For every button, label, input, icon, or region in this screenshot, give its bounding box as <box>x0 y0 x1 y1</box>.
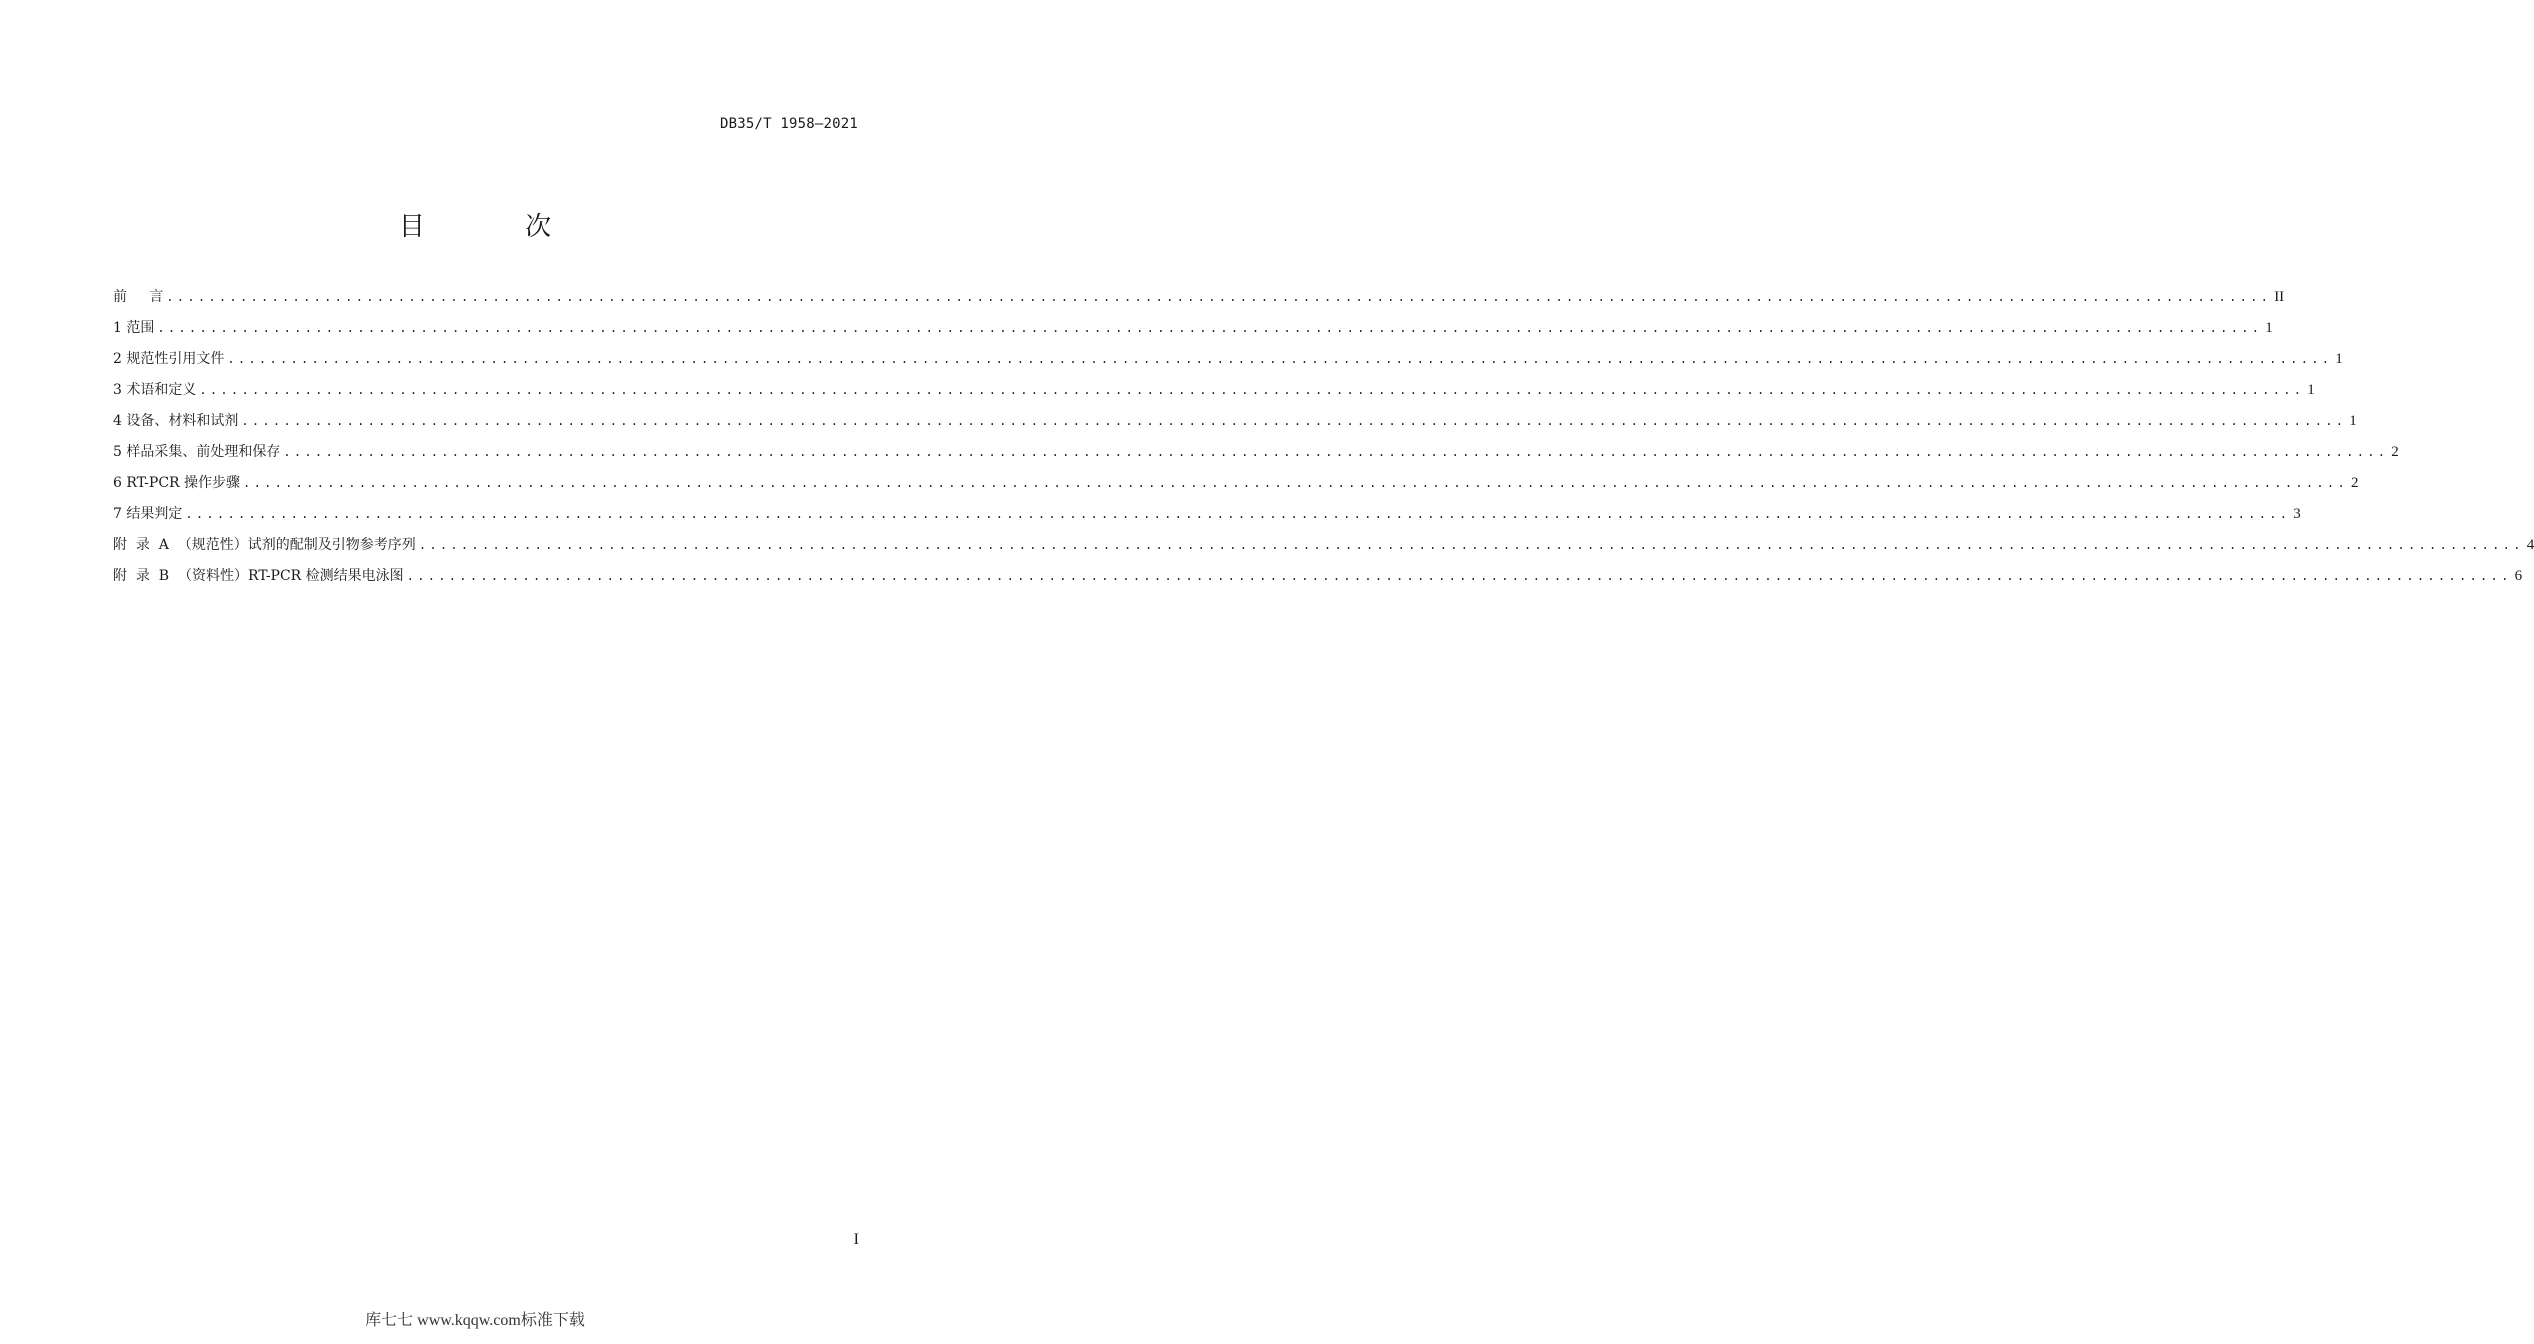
toc-entry-appendix-b[interactable] <box>113 561 2523 592</box>
table-of-contents <box>113 282 2534 592</box>
toc-dot-leader: ........................................................................................................................................................................................................ <box>166 290 2272 304</box>
toc-entry-page: 3 <box>2293 506 2301 522</box>
toc-entry-scope[interactable] <box>113 313 2273 344</box>
toc-entry-label: 4 设备、材料和试剂 <box>113 413 239 429</box>
toc-dot-leader: ........................................................................................................................................................................................................ <box>227 352 2333 366</box>
toc-entry-label: 附 录 A （规范性）试剂的配制及引物参考序列 <box>113 537 416 553</box>
toc-entry-label: 前 言 <box>113 289 164 305</box>
toc-entry-sampling[interactable] <box>113 437 2399 468</box>
toc-entry-label: 2 规范性引用文件 <box>113 351 225 367</box>
toc-entry-label: 5 样品采集、前处理和保存 <box>113 444 281 460</box>
toc-entry-page: II <box>2274 289 2285 305</box>
toc-entry-label: 7 结果判定 <box>113 506 183 522</box>
toc-entry-page: 1 <box>2349 413 2357 429</box>
toc-dot-leader: ........................................................................................................................................................................................................ <box>157 321 2263 335</box>
toc-entry-page: 1 <box>2307 382 2315 398</box>
toc-entry-foreword[interactable] <box>113 282 2285 313</box>
page-title: 目 次 <box>398 212 598 242</box>
toc-entry-procedure[interactable] <box>113 468 2359 499</box>
toc-entry-normative-references[interactable] <box>113 344 2343 375</box>
toc-entry-page: 2 <box>2391 444 2399 460</box>
toc-entry-terms-definitions[interactable] <box>113 375 2315 406</box>
toc-entry-label: 6 RT-PCR 操作步骤 <box>113 475 241 491</box>
toc-entry-results[interactable] <box>113 499 2301 530</box>
toc-entry-label: 1 范围 <box>113 320 155 336</box>
toc-entry-page: 6 <box>2514 568 2523 584</box>
toc-entry-label: 3 术语和定义 <box>113 382 197 398</box>
footer-watermark: 库七七 www.kqqw.com标准下载 <box>365 1312 585 1329</box>
toc-dot-leader: ........................................................................................................................................................................................................ <box>243 476 2348 490</box>
toc-dot-leader: ........................................................................................................................................................................................................ <box>199 383 2305 397</box>
toc-entry-page: 2 <box>2350 475 2359 491</box>
toc-dot-leader: ........................................................................................................................................................................................................ <box>185 507 2291 521</box>
page-number: I <box>853 1231 859 1248</box>
toc-entry-page: 1 <box>2265 320 2273 336</box>
document-code: DB35/T 1958—2021 <box>719 116 858 132</box>
toc-dot-leader: ........................................................................................................................................................................................................ <box>241 414 2347 428</box>
toc-dot-leader: ........................................................................................................................................................................................................ <box>418 538 2524 552</box>
toc-entry-page: 1 <box>2335 351 2343 367</box>
toc-entry-label: 附 录 B （资料性）RT-PCR 检测结果电泳图 <box>113 568 404 584</box>
toc-entry-appendix-a[interactable] <box>113 530 2534 561</box>
toc-entry-page: 4 <box>2526 537 2534 553</box>
toc-entry-equipment[interactable] <box>113 406 2357 437</box>
toc-dot-leader: ........................................................................................................................................................................................................ <box>283 445 2389 459</box>
toc-dot-leader: ........................................................................................................................................................................................................ <box>406 569 2512 583</box>
